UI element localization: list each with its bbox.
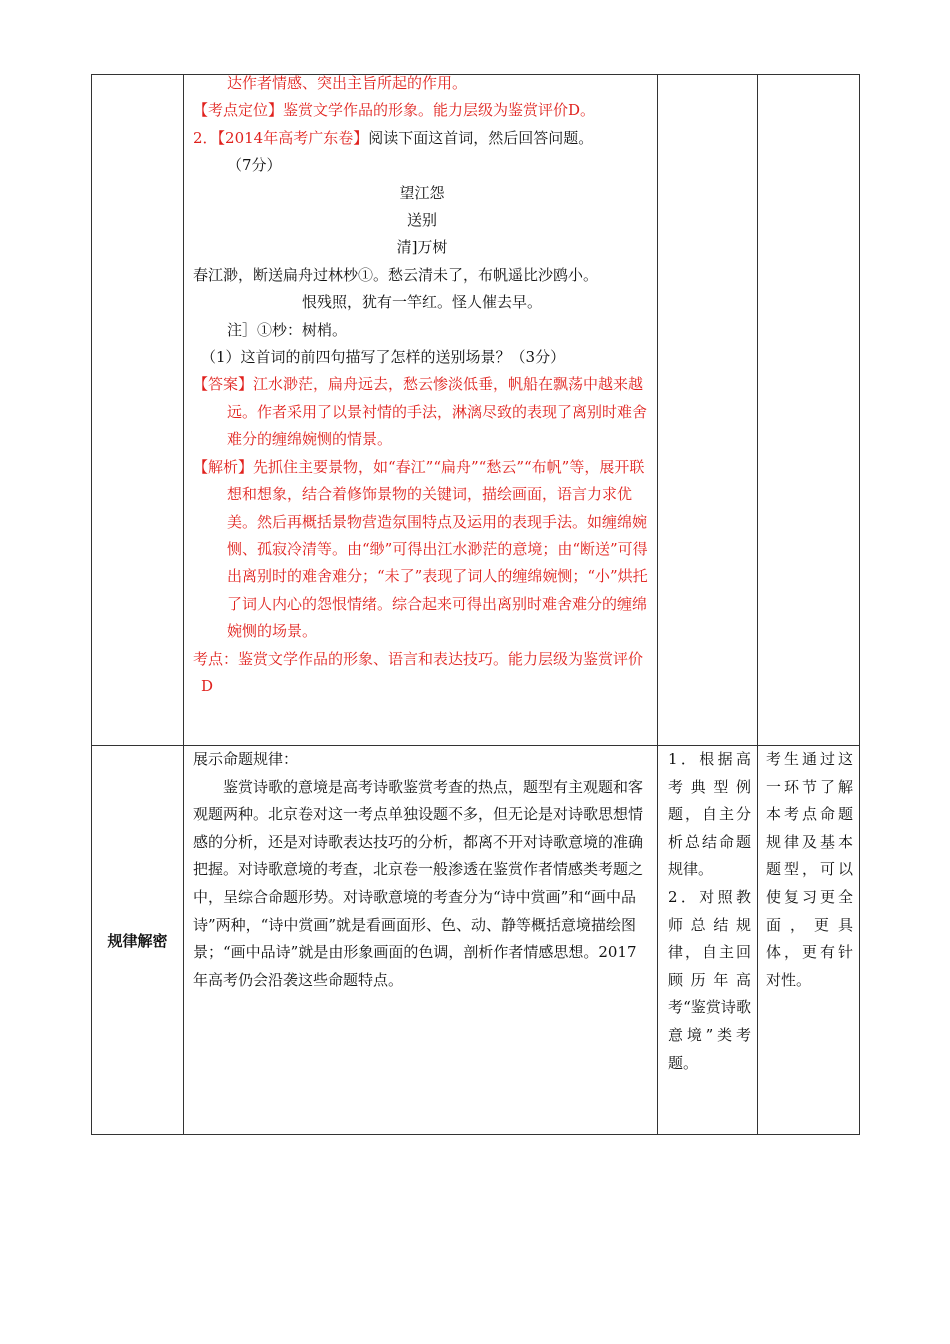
poem-line-2: 恨残照，犹有一竿红。怪人催去早。 [301, 293, 542, 312]
design-purpose-cell [758, 746, 860, 1135]
question-2-source: 2．【2014年高考广东卷】 [193, 128, 369, 147]
poem-line-1: 春江渺，断送扁舟过林杪①。愁云清未了，布帆遥比沙鸥小。 [193, 265, 599, 284]
design-purpose-text: 考生通过这一环节了解本考点命题规律及基本题型，可以使复习更全面，更具体，更有针对性。 [766, 750, 853, 989]
previous-answer-tail: 达作者情感、突出主旨所起的作用。 [227, 74, 468, 92]
teacher-activity-1: 1．根据高考典型例题，自主分析总结命题规律。 [668, 750, 751, 879]
kaodian-dingwei: 【考点定位】鉴赏文学作品的形象。能力层级为鉴赏评价D。 [193, 101, 596, 120]
pattern-content-cell [184, 746, 658, 1135]
pattern-heading: 展示命题规律： [193, 750, 299, 768]
poem-subtitle: 送别 [406, 211, 437, 230]
pattern-row [92, 746, 860, 1135]
exercise-row [92, 75, 860, 746]
question-2-score: （7分） [227, 156, 282, 175]
row1-purpose-cell [758, 75, 860, 746]
poem-title: 望江怨 [399, 183, 445, 202]
row-label-guilv: 规律解密 [92, 746, 184, 1135]
kaodian-text: 考点：鉴赏文学作品的形象、语言和表达技巧。能力层级为鉴赏评价D [193, 649, 644, 695]
lesson-plan-table [91, 74, 860, 1135]
pattern-body: 鉴赏诗歌的意境是高考诗歌鉴赏考查的热点，题型有主观题和客观题两种。北京卷对这一考点单独设题不多，但无论是对诗歌思想情感的分析，还是对诗歌表达技巧的分析，都离不开对诗歌意境的准确把握。对诗歌意境的考查，北京卷一般渗透在鉴赏作者情感类考题之中，呈综合命题形势。对诗歌意境的考查分为“诗中赏画”和“画中品诗”两种，“诗中赏画”就是看画面形、色、动、静等概括意境描绘图景；“画中品诗”就是由形象画面的色调，剖析作者情感思想。2017年高考仍会沿袭这些命题特点。 [193, 777, 644, 989]
answer-text: 【答案】江水渺茫，扁舟远去，愁云惨淡低垂，帆船在飘荡中越来越远。作者采用了以景衬情的手法，淋漓尽致的表现了离别时难舍难分的缠绵婉恻的情景。 [193, 375, 648, 449]
poem-author: 清]万树 [396, 238, 448, 257]
analysis-text: 【解析】先抓住主要景物，如“春江”“扁舟”“愁云”“布帆”等，展开联想和想象，结合着修饰景物的关键词，描绘画面，语言力求优美。然后再概括景物营造氛围特点及运用的表现手法。如缠绵婉恻、孤寂冷清等。由“缈”可得出江水渺茫的意境；由“断送”可得出离别时的难舍难分；“未了”表现了词人的缠绵婉恻；“小”烘托了词人内心的怨恨情绪。综合起来可得出离别时难舍难分的缠绵婉恻的场景。 [193, 457, 648, 641]
row1-teacher-cell [658, 75, 758, 746]
sub-question-1: （1）这首词的前四句描写了怎样的送别场景？（3分） [201, 348, 566, 367]
teacher-activity-cell [658, 746, 758, 1135]
question-2-instruction: 阅读下面这首词，然后回答问题。 [368, 128, 594, 147]
teacher-activity-2: 2．对照教师总结规律，自主回顾历年高考“鉴赏诗歌意境”类考题。 [668, 887, 751, 1072]
question-2-intro [193, 125, 651, 152]
poem-note: 注］①杪：树梢。 [227, 320, 348, 339]
row1-label-cell [92, 75, 184, 746]
exercise-content-cell [184, 75, 658, 746]
